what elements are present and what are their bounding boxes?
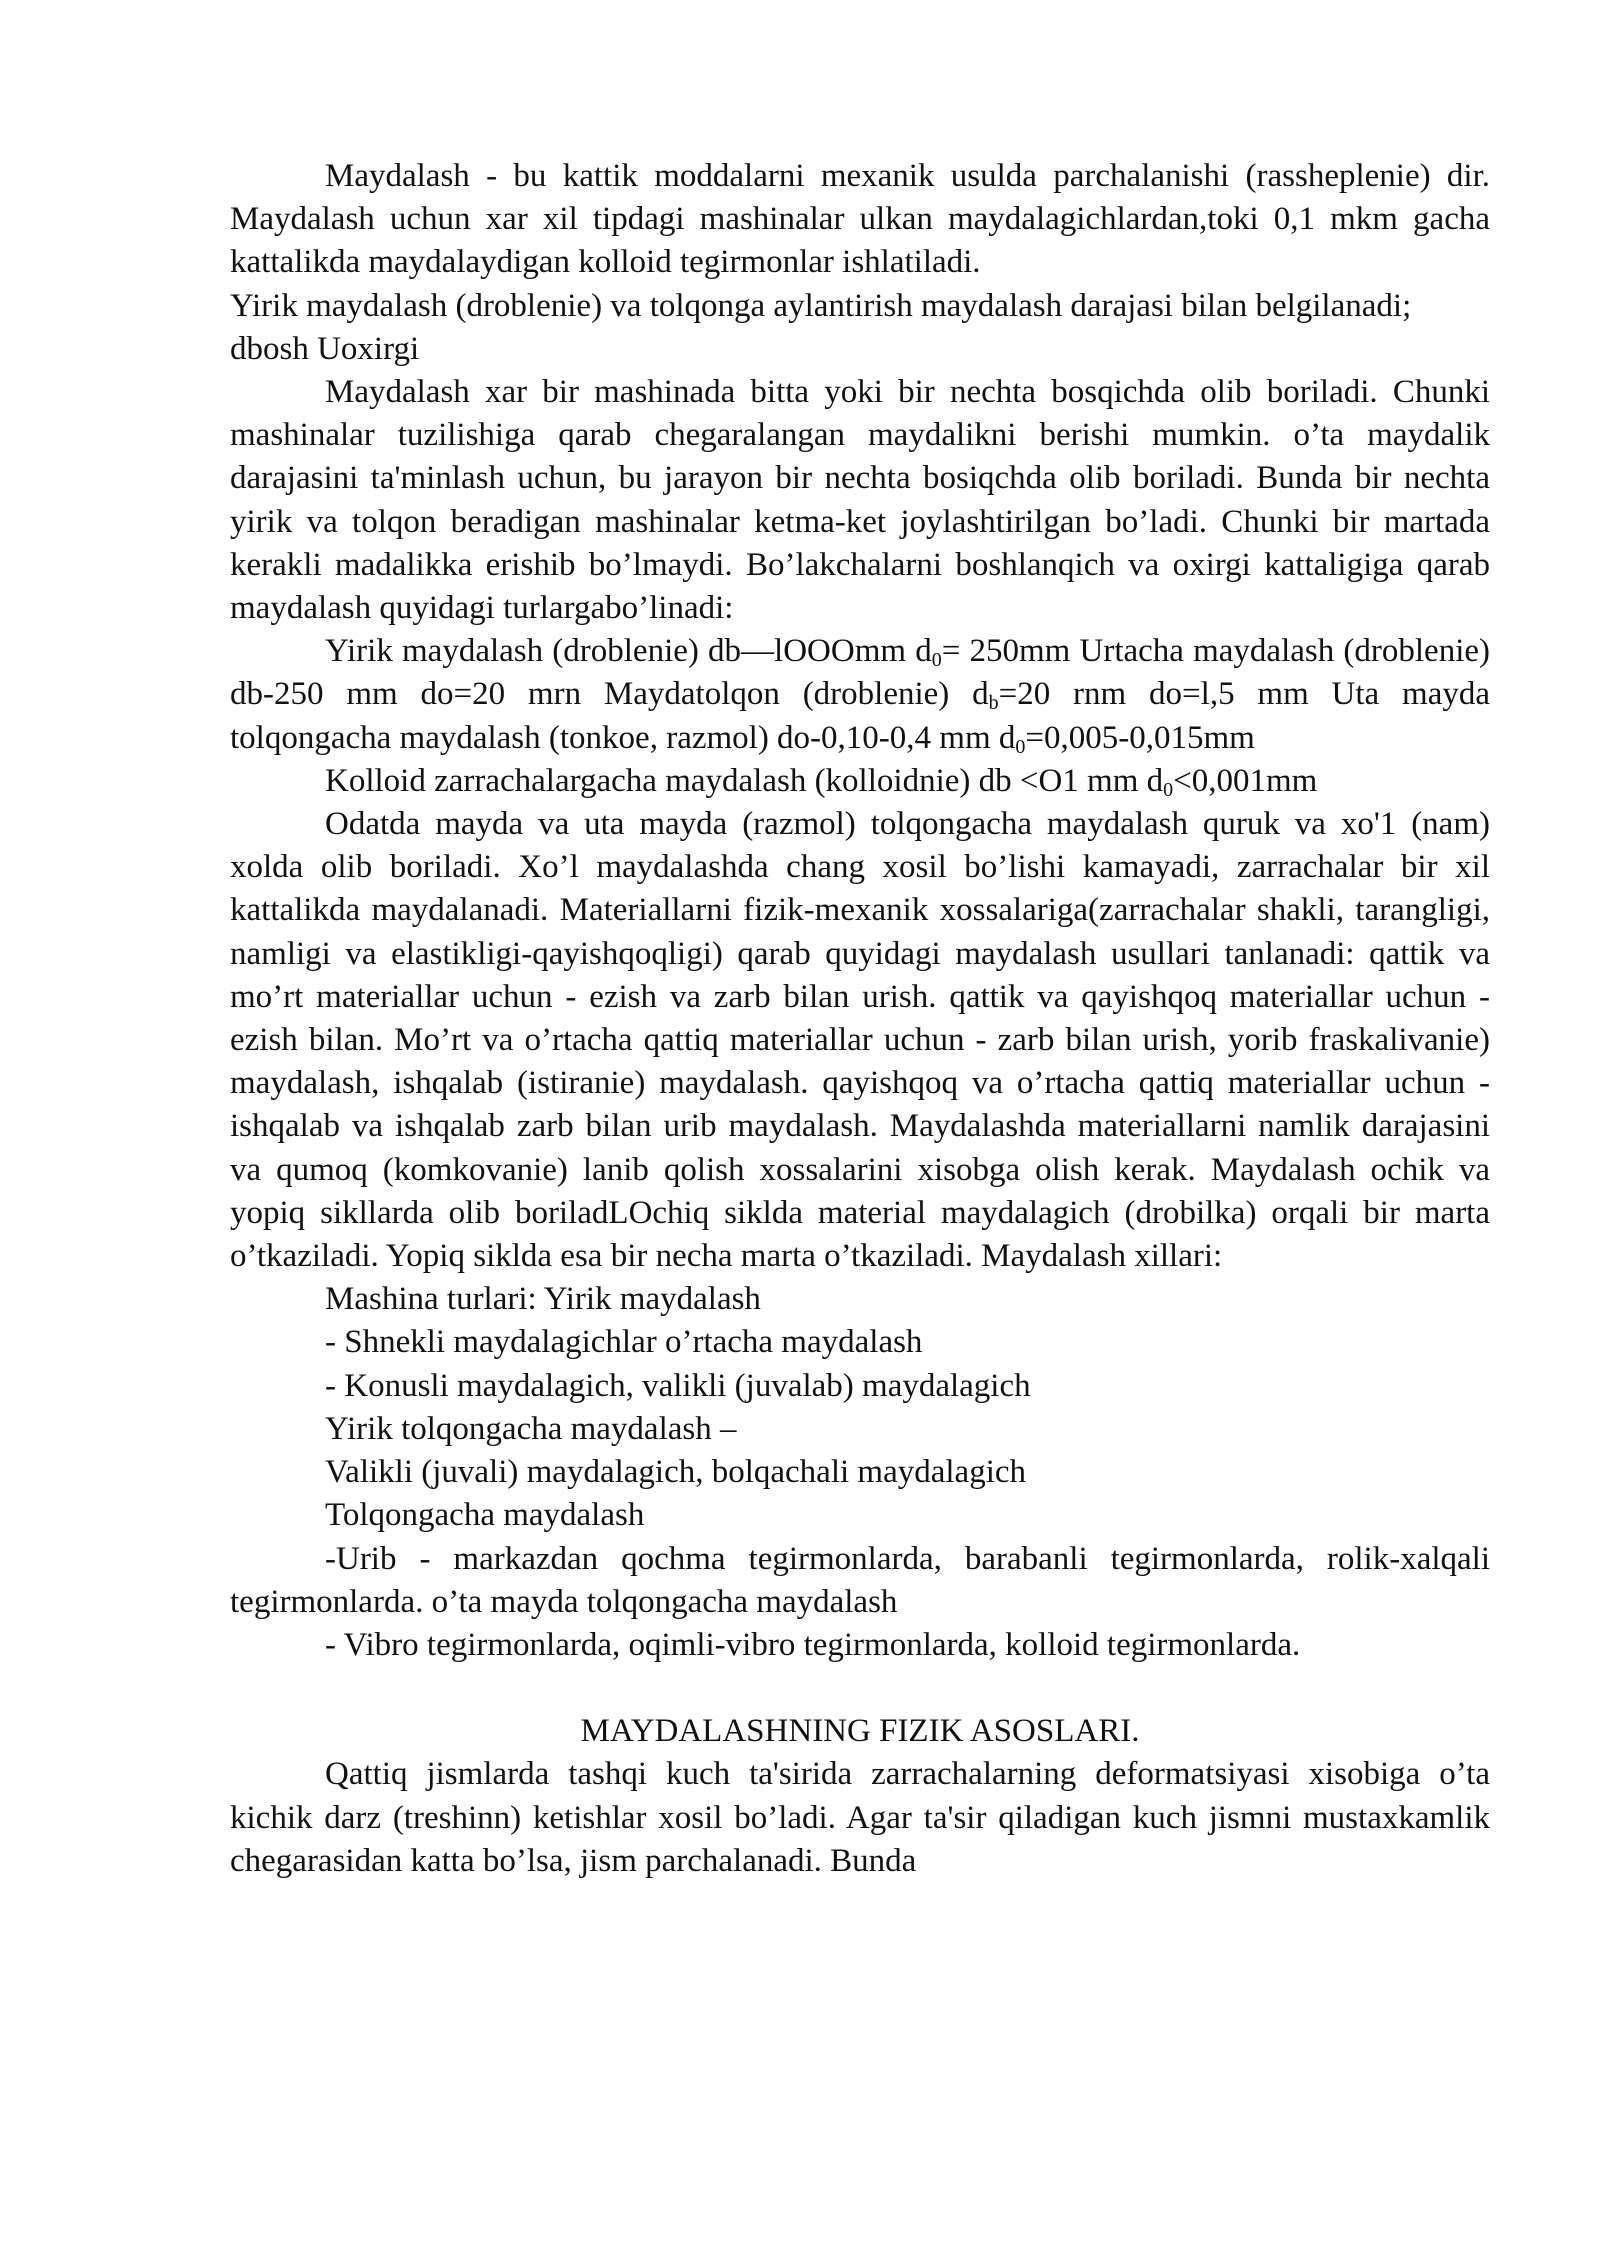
list-item-powder: Tolqongacha maydalash [325, 1497, 645, 1534]
paragraph-size-classes: Yirik maydalash (droblenie) db—lOOOmm $d_0= 250mm$ Urtacha maydalash (droblenie) db-250 mm do=20 mrn Maydatolqon (droblenie) $d_b=20$ rnm do=l,5 mm Uta mayda tolqongacha maydalash (tonkoe, razmol) do-0,10-0,4 mm $d_0=0,005-0,015mm$ [230, 633, 1490, 758]
paragraph-stages: Maydalash xar bir mashinada bitta yoki bir nechta bosqichda olib boriladi. Chunki mashinalar tuzilishiga qarab chegaralangan maydalikni berishi mumkin. o’ta maydalik darajasini ta'minlash uchun, bu jarayon bir nechta bosiqchda olib boriladi. Bunda bir nechta yirik va tolqon beradigan mashinalar ketma-ket joylashtirilgan bo’ladi. Chunki bir martada kerakli madalikka erishib bo’lmaydi. Bo’lakchalarni boshlanqich va oxirgi kattaligiga qarab maydalash quyidagi turlargabo’linadi: [230, 374, 1490, 627]
list-item-screw-crushers: - Shnekli maydalagichlar o’rtacha maydalash [325, 1324, 923, 1361]
document-body [230, 155, 1490, 1883]
paragraph-methods: Odatda mayda va uta mayda (razmol) tolqongacha maydalash quruk va xo'1 (nam) xolda olib boriladi. Xo’l maydalashda chang xosil bo’lishi kamayadi, zarrachalar bir xil kattalikda maydalanadi. Materiallarni fizik-mexanik xossalariga(zarrachalar shakli, tarangligi, namligi va elastikligi-qayishqoqligi) qarab quyidagi maydalash usullari tanlanadi: qattik va mo’rt materiallar uchun - ezish va zarb bilan urish. qattik va qayishqoq materiallar uchun - ezish bilan. Mo’rt va o’rtacha qattiq materiallar uchun - zarb bilan urish, yorib fraskalivanie) maydalash, ishqalab (istiranie) maydalash. qayishqoq va o’rtacha qattiq materiallar uchun - ishqalab va ishqalab zarb bilan urib maydalash. Maydalashda materiallarni namlik darajasini va qumoq (komkovanie) lanib qolish xossalarini xisobga olish kerak. Maydalash ochik va yopiq sikllarda olib boriladLOchiq siklda material maydalagich (drobilka) orqali bir marta o’tkaziladi. Yopiq siklda esa bir necha marta o’tkaziladi. Maydalash xillari: [230, 806, 1490, 1275]
list-item-roller-crushers: Valikli (juvali) maydalagich, bolqachali maydalagich [325, 1454, 1027, 1491]
list-item-machine-types: Mashina turlari: Yirik maydalash [325, 1281, 761, 1318]
paragraph-colloid: Kolloid zarrachalargacha maydalash (kolloidnie) db <O1 mm $d_0<0,001mm$ [325, 762, 1318, 801]
list-item-coarse-powder: Yirik tolqongacha maydalash – [325, 1410, 737, 1447]
list-item-mills: -Urib - markazdan qochma tegirmonlarda, barabanli tegirmonlarda, rolik-xalqali tegirmonlarda. o’ta mayda tolqongacha maydalash [230, 1540, 1490, 1620]
section-heading: MAYDALASHNING FIZIK ASOSLARI. [580, 1713, 1140, 1750]
paragraph-physics: Qattiq jismlarda tashqi kuch ta'sirida zarrachalarning deformatsiyasi xisobiga o’ta kichik darz (treshinn) ketishlar xosil bo’ladi. Agar ta'sir qiladigan kuch jismni mustaxkamlik chegarasidan katta bo’lsa, jism parchalanadi. Bunda [230, 1756, 1490, 1879]
list-item-vibro-mills: - Vibro tegirmonlarda, oqimli-vibro tegirmonlarda, kolloid tegirmonlarda. [325, 1626, 1301, 1663]
paragraph-crushing-degree: Yirik maydalash (droblenie) va tolqonga aylantirish maydalash darajasi bilan belgilanadi; [230, 287, 1412, 324]
list-item-cone-crushers: - Konusli maydalagich, valikli (juvalab) maydalagich [325, 1367, 1031, 1404]
paragraph-definition: Maydalash - bu kattik moddalarni mexanik usulda parchalanishi (rassheplenie) dir. Maydalash uchun xar xil tipdagi mashinalar ulkan maydalagichlardan,toki 0,1 mkm gacha kattalikda maydalaydigan kolloid tegirmonlar ishlatiladi. [230, 158, 1490, 281]
paragraph-formula-fragment: dbosh Uoxirgi [230, 330, 420, 367]
